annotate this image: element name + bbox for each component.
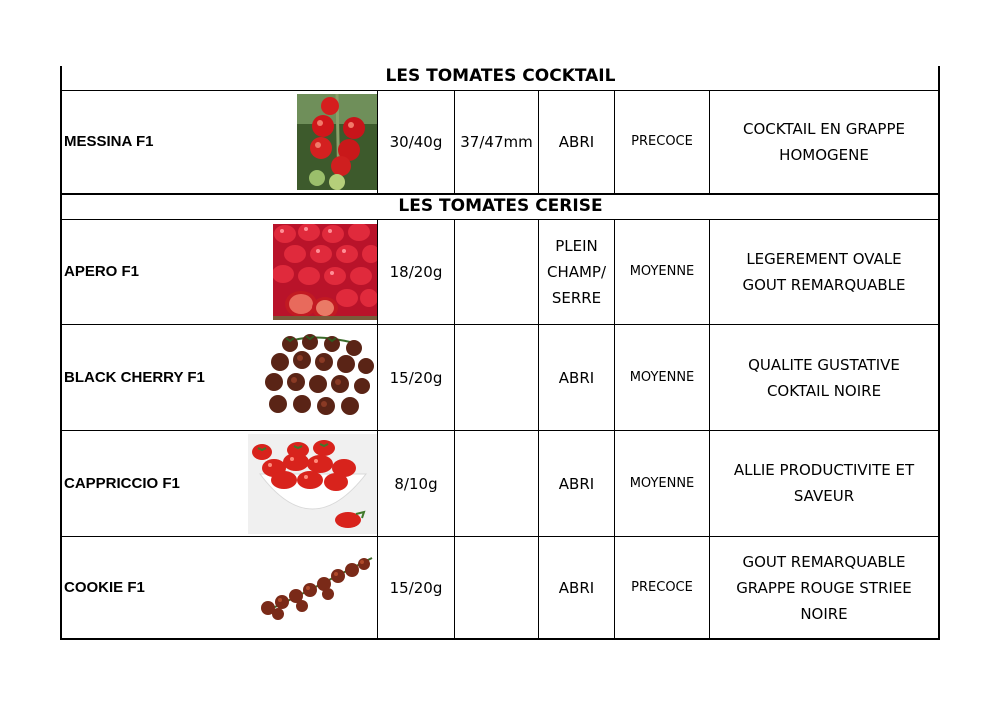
description-line: SAVEUR (793, 487, 855, 505)
description-line: ALLIE PRODUCTIVITE ET (733, 461, 915, 479)
description-cell (710, 537, 938, 638)
table-border-left (60, 66, 62, 639)
culture-cell: ABRI (558, 133, 595, 151)
weight-cell: 18/20g (389, 263, 443, 281)
weight-cell: 15/20g (389, 368, 443, 387)
black-cherry-tomatoes-image (264, 330, 377, 424)
precocity-cell: MOYENNE (629, 475, 695, 491)
description-line: QUALITE GUSTATIVE (748, 355, 900, 374)
weight-cell: 30/40g (389, 133, 443, 151)
caliber-cell (455, 325, 538, 430)
caliber-cell (455, 537, 538, 638)
culture-line: SERRE (551, 289, 602, 307)
description-line: GOUT REMARQUABLE (742, 552, 906, 571)
section-title-cerise: LES TOMATES CERISE (398, 196, 603, 216)
description-line: LEGEREMENT OVALE (746, 250, 902, 268)
precocity-cell: PRECOCE (631, 579, 693, 595)
description-line: GRAPPE ROUGE STRIEE (736, 578, 912, 597)
caliber-cell (455, 220, 538, 324)
caliber-cell: 37/47mm (460, 133, 533, 151)
culture-cell (539, 220, 614, 324)
precocity-cell: MOYENNE (629, 264, 695, 279)
culture-line: CHAMP/ (546, 263, 607, 281)
apero-tomatoes-image (273, 224, 377, 320)
row-divider (60, 193, 940, 195)
variety-name-cappriccio: CAPPRICCIO F1 (64, 475, 180, 492)
variety-name-cookie: COOKIE F1 (64, 579, 145, 596)
description-line: COCKTAIL EN GRAPPE (743, 120, 905, 138)
description-line: HOMOGENE (779, 146, 869, 164)
precocity-cell: MOYENNE (629, 369, 695, 385)
description-cell (710, 220, 938, 324)
culture-cell: ABRI (558, 474, 595, 493)
variety-name-messina: MESSINA F1 (64, 133, 154, 150)
culture-cell: ABRI (558, 578, 595, 597)
section-title-cocktail: LES TOMATES COCKTAIL (385, 66, 616, 86)
precocity-cell: PRECOCE (631, 134, 693, 149)
cookie-tomato-truss-image (256, 548, 377, 620)
weight-cell: 8/10g (394, 474, 438, 493)
description-cell (710, 91, 938, 193)
weight-cell: 15/20g (389, 578, 443, 597)
caliber-cell (455, 431, 538, 536)
description-cell (710, 431, 938, 536)
variety-name-apero: APERO F1 (64, 263, 140, 280)
description-cell (710, 325, 938, 430)
culture-cell: ABRI (558, 368, 595, 387)
table-border-bottom (60, 638, 940, 640)
variety-name-black-cherry: BLACK CHERRY F1 (64, 369, 205, 386)
messina-tomato-cluster-image (297, 94, 377, 190)
culture-line: PLEIN (555, 237, 598, 255)
description-line: NOIRE (800, 604, 848, 623)
cappriccio-tomatoes-bowl-image (248, 434, 377, 534)
table-border-right (938, 66, 940, 639)
description-line: GOUT REMARQUABLE (742, 276, 906, 294)
description-line: COKTAIL NOIRE (766, 381, 882, 400)
